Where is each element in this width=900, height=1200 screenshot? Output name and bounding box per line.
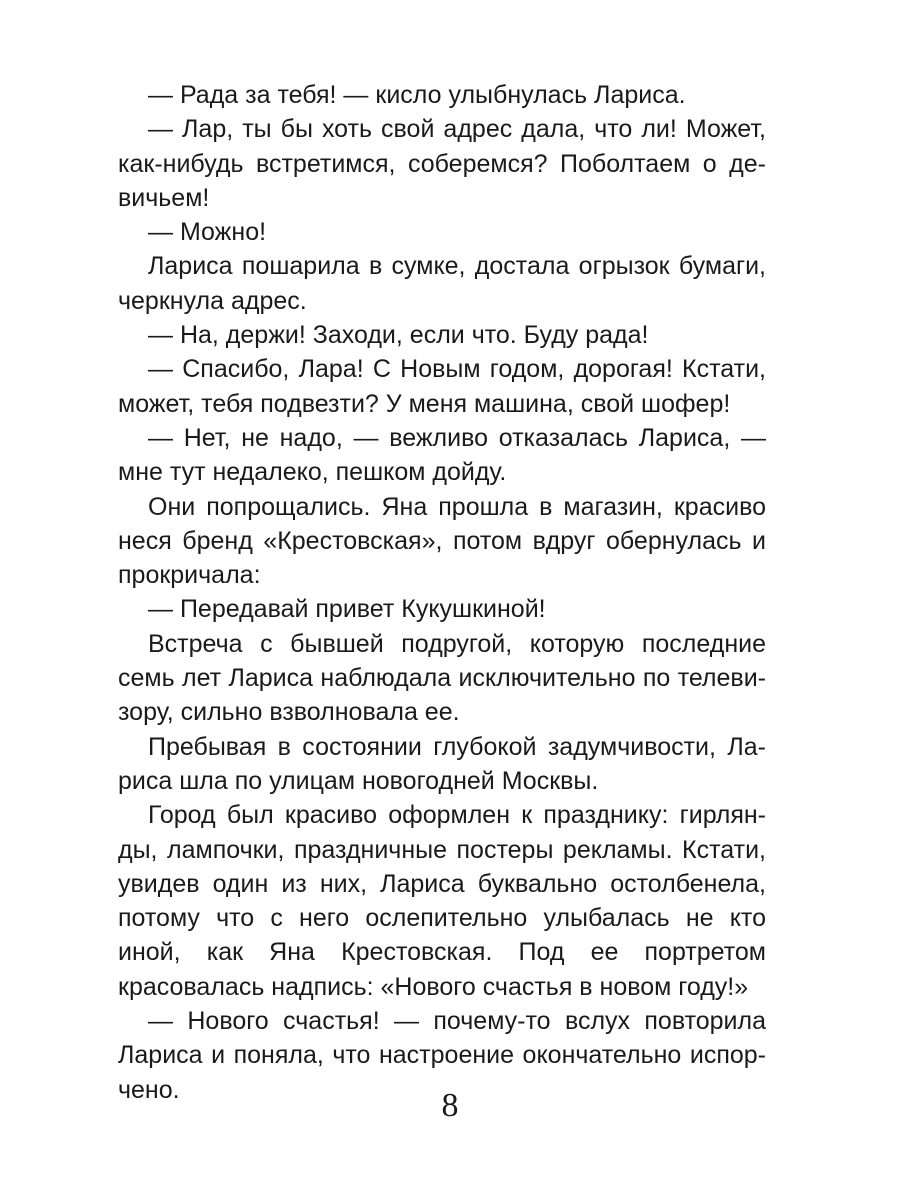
paragraph: Пребывая в состоянии глубокой задумчивости, Лариса шла по улицам новогодней Москвы. [118, 732, 766, 795]
paragraph: — Нового счастья! — почему-то вслух повторила Лариса и поняла, что настроение окончательно испорчено. [118, 1007, 766, 1104]
paragraph: — Передавай привет Кукушкиной! [148, 595, 546, 624]
paragraph: — Рада за тебя! — кисло улыбнулась Лариса. [148, 81, 686, 109]
paragraph: — Лар, ты бы хоть свой адрес дала, что ли! Может, как-нибудь встретимся, соберемся? Поболтаем о девичьем! [118, 115, 766, 212]
paragraph: Лариса пошарила в сумке, достала огрызок бумаги, черкнула адрес. [118, 252, 766, 315]
body-text [118, 78, 766, 1107]
paragraph: — Нет, не надо, — вежливо отказалась Лариса, — мне тут недалеко, пешком дойду. [118, 423, 766, 487]
paragraph: Встреча с бывшей подругой, которую последние семь лет Лариса наблюдала исключительно по телевизору, сильно взволновала ее. [118, 629, 766, 727]
paragraph: — На, держи! Заходи, если что. Буду рада! [148, 321, 649, 350]
paragraph: Город был красиво оформлен к празднику: гирлянды, лампочки, праздничные постеры рекламы. Кстати, увидев один из них, Лариса буквально остолбенела, потому что с него ослепительно улыбалась не кто иной, как Яна Крестовская. Под ее портретом красовалась надпись: «Нового счастья в новом году!» [118, 801, 766, 1001]
paragraph: — Спасибо, Лара! С Новым годом, дорогая! Кстати, может, тебя подвезти? У меня машина, свой шофер! [118, 355, 766, 418]
page-number: 8 [441, 1087, 459, 1124]
paragraph: Они попрощались. Яна прошла в магазин, красиво неся бренд «Крестовская», потом вдруг обернулась и прокричала: [118, 492, 766, 590]
paragraph: — Можно! [148, 218, 267, 247]
